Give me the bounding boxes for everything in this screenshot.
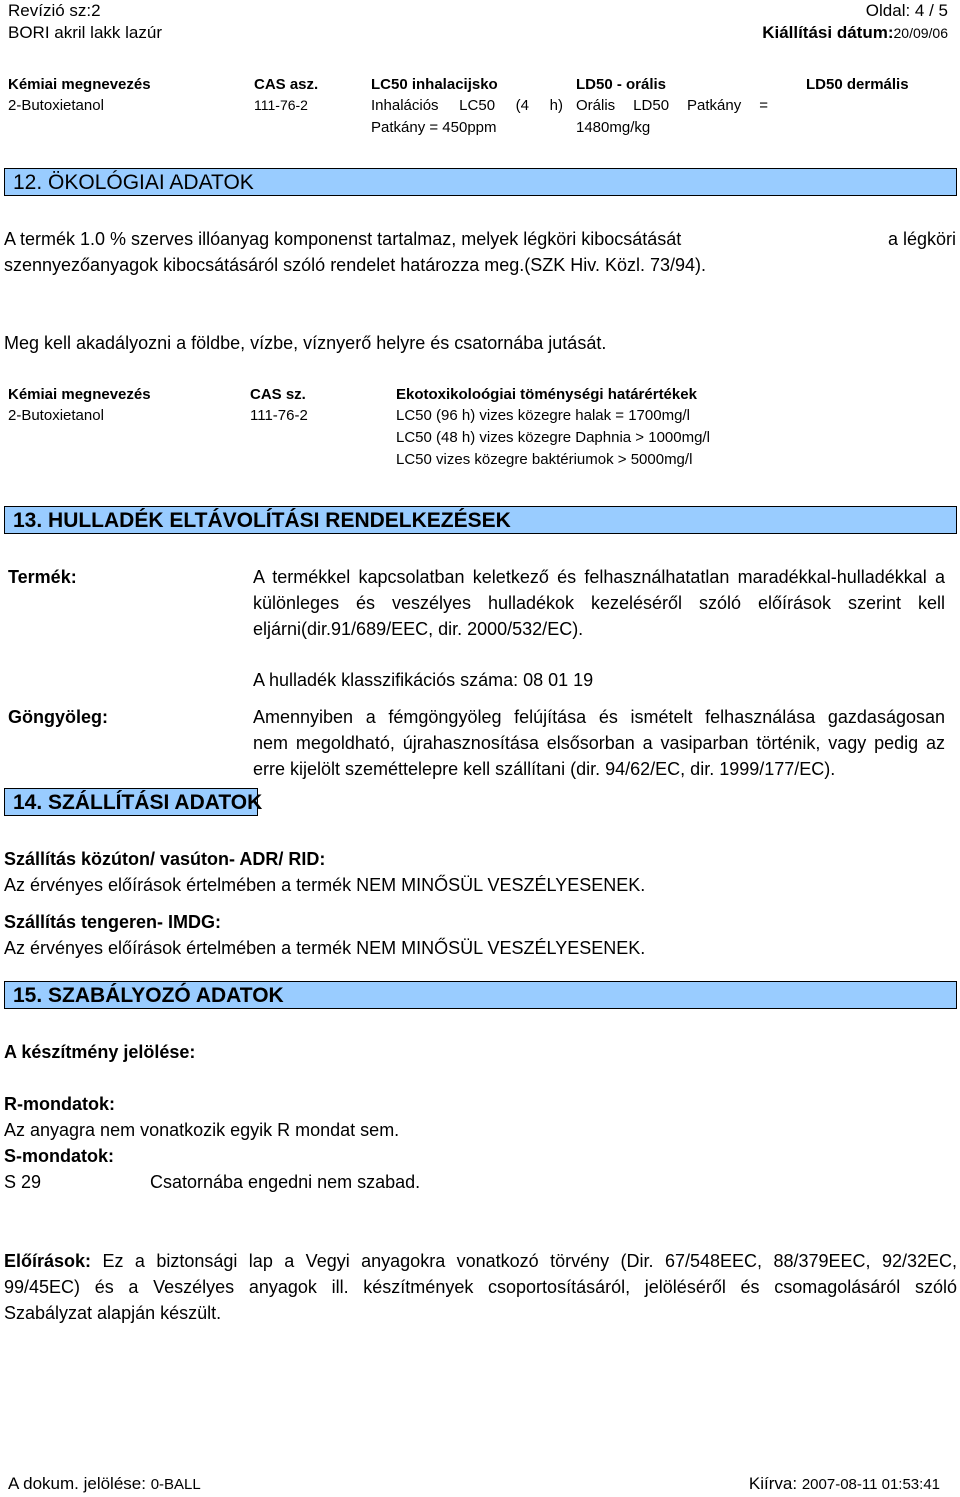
- rules-line-1: [4, 1248, 957, 1274]
- section-14-title: 14. SZÁLLÍTÁSI ADATOK: [4, 788, 258, 816]
- product-name: BORI akril lakk lazúr: [8, 23, 162, 42]
- road-transport-text: Az érvényes előírások értelmében a termék NEM MINŐSÜL VESZÉLYESENEK.: [4, 875, 646, 895]
- road-transport-label: Szállítás közúton/ vasúton- ADR/ RID:: [4, 849, 326, 869]
- eco-row-cas: 111-76-2: [250, 407, 308, 424]
- document-code: [8, 1474, 201, 1494]
- tox-header-lc50: LC50 inhalacijsko: [371, 76, 498, 93]
- tox-header-ld50-oral: LD50 - orális: [576, 76, 667, 93]
- waste-class-number: A hulladék klasszifikációs száma: 08 01 19: [253, 670, 594, 690]
- termek-line: A termékkel kapcsolatban keletkező és felhasználhatatlan maradékkal-hulladékkal a: [253, 567, 945, 587]
- doc-code-value: 0-BALL: [150, 1476, 201, 1493]
- gongyoleg-line: erre kijelölt szeméttelepre kell szállítani (dir. 94/62/EC, dir. 1999/177/EC).: [253, 759, 836, 779]
- sec12-para1-line2: szennyezőanyagok kibocsátásáról szóló rendelet határozza meg.(SZK Hiv. Közl. 73/94).: [4, 255, 707, 275]
- print-label: Kiírva:: [748, 1474, 802, 1493]
- s-phrase-code: S 29: [4, 1172, 42, 1192]
- section-13-title: 13. HULLADÉK ELTÁVOLÍTÁSI RENDELKEZÉSEK: [4, 506, 957, 534]
- eco-header-name: Kémiai megnevezés: [8, 386, 151, 403]
- rules-line-3: Szabályzat alapján készült.: [4, 1303, 222, 1323]
- issue-date-value: 20/09/06: [893, 25, 948, 41]
- ld50-word: =: [759, 97, 768, 114]
- section-12-title: 12. ÖKOLÓGIAI ADATOK: [4, 168, 957, 196]
- doc-code-label: A dokum. jelölése:: [8, 1474, 151, 1493]
- r-phrases-label: R-mondatok:: [4, 1094, 115, 1114]
- gongyoleg-line: Amennyiben a fémgöngyöleg felújítása és ismételt felhasználása gazdaságosan: [253, 707, 945, 727]
- sea-transport-label: Szállítás tengeren- IMDG:: [4, 912, 222, 932]
- eco-value: LC50 vizes közegre baktériumok > 5000mg/l: [396, 451, 693, 468]
- tox-row-lc50-line1: [371, 97, 563, 114]
- issue-date-label: Kiállítási dátum:: [762, 23, 894, 42]
- sec12-para1-line1-end: a légköri: [887, 229, 956, 249]
- rules-label: Előírások:: [4, 1251, 92, 1271]
- tox-header-name: Kémiai megnevezés: [8, 76, 151, 93]
- s-phrase-text: Csatornába engedni nem szabad.: [150, 1172, 421, 1192]
- rules-text: Ez a biztonsági lap a Vegyi anyagokra vonatkozó törvény (Dir. 67/548EEC, 88/379EEC, 92/32EC,: [102, 1251, 957, 1271]
- tox-row-name: 2-Butoxietanol: [8, 97, 104, 114]
- ld50-word: Patkány: [687, 97, 742, 114]
- section-15-title: 15. SZABÁLYOZÓ ADATOK: [4, 981, 957, 1009]
- marking-label: A készítmény jelölése:: [4, 1042, 196, 1062]
- termek-line: eljárni(dir.91/689/EEC, dir. 2000/532/EC).: [253, 619, 584, 639]
- rules-line-2: 99/45EC) és a Veszélyes anyagok ill. készítmények csoportosításáról, jelöléséről és csomagolásáról szóló: [4, 1277, 957, 1297]
- eco-value: LC50 (96 h) vizes közegre halak = 1700mg/l: [396, 407, 690, 424]
- print-value: 2007-08-11 01:53:41: [801, 1476, 940, 1493]
- gongyoleg-line: nem megoldható, újrahasznosítása elsősorban a vasiparban történik, vagy pedig az: [253, 733, 945, 753]
- lc50-word: Inhalációs: [371, 97, 439, 114]
- revision-number: Revízió sz:2: [8, 1, 101, 20]
- eco-header-cas: CAS sz.: [250, 386, 306, 403]
- r-phrases-text: Az anyagra nem vonatkozik egyik R mondat sem.: [4, 1120, 400, 1140]
- ld50-word: LD50: [633, 97, 670, 114]
- page-number: Oldal: 4 / 5: [865, 1, 948, 20]
- s-phrases-label: S-mondatok:: [4, 1146, 114, 1166]
- issue-date: [762, 23, 948, 43]
- print-timestamp: [749, 1474, 940, 1494]
- eco-row-name: 2-Butoxietanol: [8, 407, 104, 424]
- sec12-para2: Meg kell akadályozni a földbe, vízbe, víznyerő helyre és csatornába jutását.: [4, 333, 607, 353]
- eco-header-values: Ekotoxikoloógiai töménységi határértékek: [396, 386, 697, 403]
- ld50-word: Orális: [576, 97, 616, 114]
- lc50-word: (4: [515, 97, 529, 114]
- tox-row-ld50-line2: 1480mg/kg: [576, 119, 651, 136]
- termek-label: Termék:: [8, 567, 77, 587]
- tox-row-lc50-line2: Patkány = 450ppm: [371, 119, 497, 136]
- tox-row-ld50-line1: [576, 97, 768, 114]
- tox-row-cas: 111-76-2: [254, 97, 308, 113]
- tox-header-cas: CAS asz.: [254, 76, 319, 93]
- gongyoleg-label: Göngyöleg:: [8, 707, 108, 727]
- lc50-word: LC50: [459, 97, 496, 114]
- tox-header-ld50-dermal: LD50 dermális: [806, 76, 909, 93]
- sec12-para1-line1: A termék 1.0 % szerves illóanyag komponenst tartalmaz, melyek légköri kibocsátását: [4, 229, 682, 249]
- lc50-word: h): [549, 97, 563, 114]
- termek-line: különleges és veszélyes hulladékok kezeléséről szóló előírások szerint kell: [253, 593, 945, 613]
- sea-transport-text: Az érvényes előírások értelmében a termék NEM MINŐSÜL VESZÉLYESENEK.: [4, 938, 646, 958]
- eco-value: LC50 (48 h) vizes közegre Daphnia > 1000mg/l: [396, 429, 710, 446]
